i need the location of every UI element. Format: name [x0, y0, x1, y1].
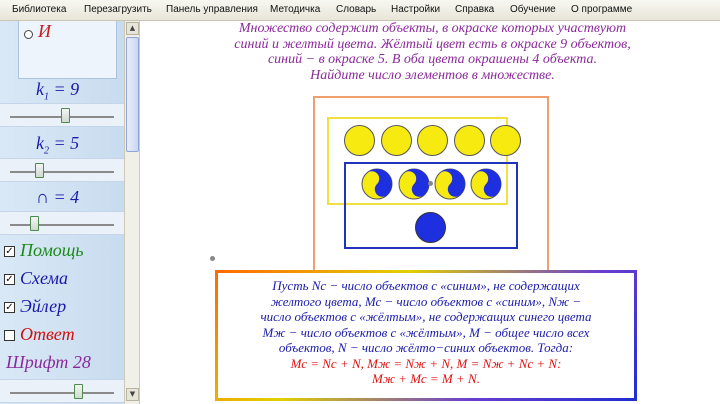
k1-slider[interactable]: [0, 103, 124, 127]
intersection-slider[interactable]: [0, 211, 124, 235]
k2-slider[interactable]: [0, 158, 124, 182]
problem-line: синий и желтый цвета. Жёлтый цвет есть в окраске 9 объектов,: [234, 36, 631, 52]
checkbox-scheme-label: Схема: [20, 268, 69, 288]
checkbox-answer-label: Ответ: [20, 324, 75, 344]
problem-statement: [160, 21, 705, 83]
solution-line: Пусть Nс − число объектов с «синим», не содержащих: [272, 278, 580, 293]
scroll-down-button[interactable]: ▼: [126, 388, 139, 401]
checkbox-help-label: Помощь: [20, 240, 84, 260]
intersection-label: ∩ = 4: [36, 187, 80, 207]
font-size-label: Шрифт 28: [6, 352, 91, 372]
font-size-slider[interactable]: [0, 379, 124, 403]
sidebar-scrollbar[interactable]: [124, 21, 140, 404]
checkbox-help-box[interactable]: ✓: [5, 246, 14, 257]
formula-line: Мс = Nс + N, Мж = Nж + N, М = Nж + Nс + N:: [290, 355, 562, 371]
k2-slider-thumb[interactable]: [35, 163, 44, 178]
formula-line: Мж + Мс = М + N.: [372, 371, 480, 386]
intersection-slider-thumb[interactable]: [30, 216, 39, 231]
radio-intersection[interactable]: [24, 30, 33, 39]
k1-slider-thumb[interactable]: [61, 108, 70, 123]
yellow-blue-ball: [470, 168, 502, 200]
sidebar: [0, 21, 124, 404]
checkbox-scheme-box[interactable]: ✓: [5, 274, 14, 285]
radio-panel: [18, 21, 117, 79]
problem-line: Найдите число элементов в множестве.: [310, 67, 555, 83]
yellow-ball: [344, 125, 375, 156]
menu-dictionary[interactable]: Словарь: [336, 4, 377, 15]
font-size-slider-thumb[interactable]: [74, 384, 83, 399]
yellow-ball: [417, 125, 448, 156]
scroll-up-button[interactable]: ▲: [126, 22, 139, 35]
menu-bar: [0, 0, 720, 21]
checkbox-euler-label: Эйлер: [20, 296, 67, 316]
drag-handle-dot[interactable]: [428, 181, 433, 186]
yellow-blue-ball: [434, 168, 466, 200]
yellow-ball: [490, 125, 521, 156]
yellow-ball: [381, 125, 412, 156]
menu-library[interactable]: Библиотека: [12, 4, 67, 15]
menu-settings[interactable]: Настройки: [391, 4, 441, 15]
menu-about[interactable]: О программе: [571, 4, 633, 15]
radio-intersection-label: И: [38, 21, 51, 41]
k1-label: $k_1 = 9$: [36, 79, 80, 103]
problem-line: синий − в окраске 5. В оба цвета окрашены 4 объекта.: [267, 52, 598, 67]
menu-training[interactable]: Обучение: [510, 4, 556, 15]
checkbox-answer-box[interactable]: [4, 330, 15, 341]
solution-line: желтого цвета, Мс − число объектов с «синим», Nж −: [270, 293, 582, 309]
yellow-blue-ball: [398, 168, 430, 200]
solution-line: Мж − число объектов с «жёлтым», М − общее число всех: [262, 324, 590, 340]
checkbox-euler-box[interactable]: ✓: [5, 302, 14, 313]
yellow-ball: [454, 125, 485, 156]
solution-line: число объектов с «жёлтым», не содержащих синего цвета: [260, 309, 592, 324]
scroll-thumb[interactable]: [126, 37, 139, 152]
drag-handle-dot[interactable]: [210, 256, 215, 261]
yellow-blue-ball: [361, 168, 393, 200]
menu-methodics[interactable]: Методичка: [270, 4, 321, 15]
k2-label: $k_2 = 5$: [36, 133, 80, 157]
menu-help[interactable]: Справка: [455, 4, 495, 15]
menu-control-panel[interactable]: Панель управления: [166, 4, 258, 15]
solution-line: объектов, N − число жёлто−синих объектов. Тогда:: [278, 340, 574, 355]
menu-reload[interactable]: Перезагрузить: [84, 4, 152, 15]
blue-ball: [415, 212, 446, 243]
solution-panel: [215, 270, 637, 401]
problem-line: Множество содержит объекты, в окраске которых участвуют: [238, 21, 627, 36]
